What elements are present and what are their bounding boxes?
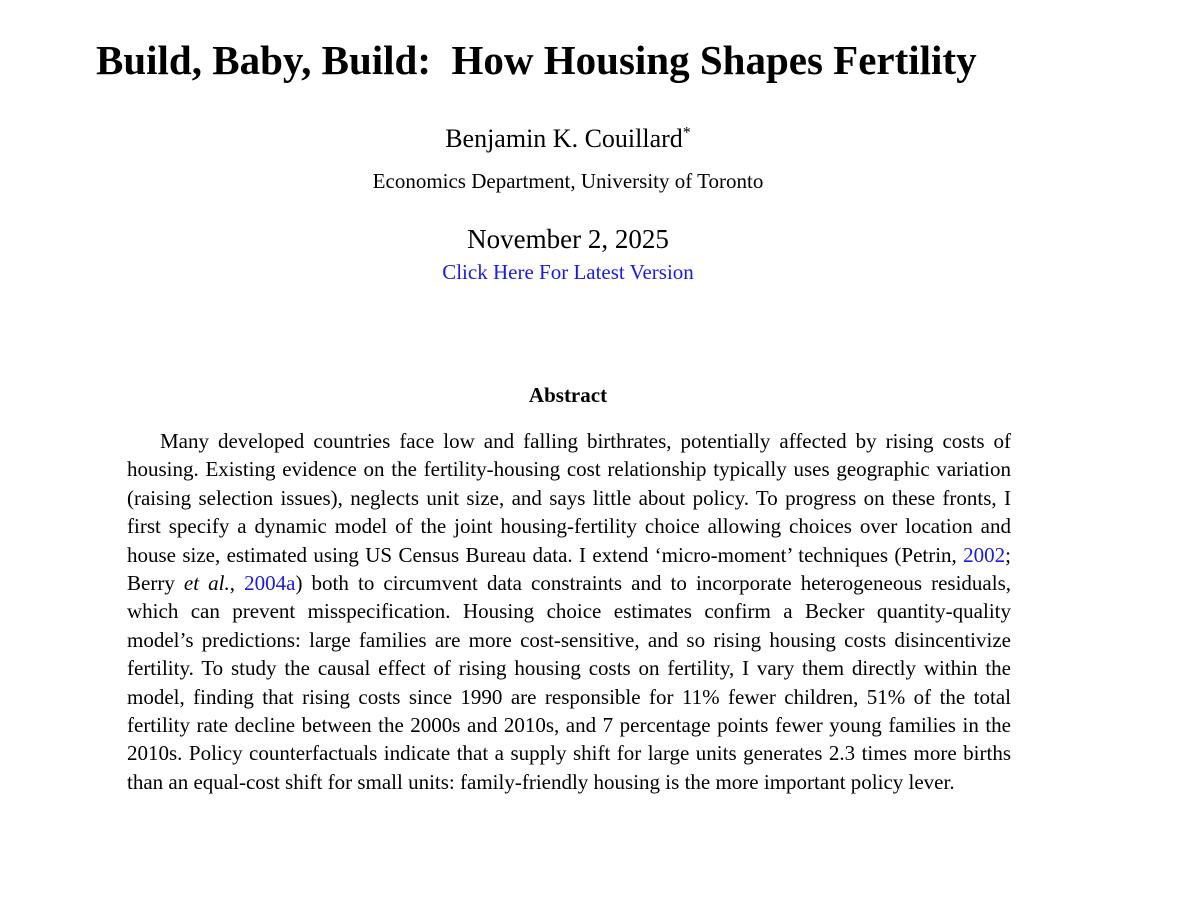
citation-link-petrin-2002[interactable]: 2002 <box>963 542 1006 567</box>
citation-link-berry-2004a[interactable]: 2004a <box>244 571 296 596</box>
author-affiliation: Economics Department, University of Toronto <box>372 169 764 193</box>
abstract-paragraph <box>127 427 1011 796</box>
et-al-italic: et al. <box>183 571 230 596</box>
latest-version-link[interactable]: Click Here For Latest Version <box>442 260 694 284</box>
abstract-text-part-4: ) both to circumvent data constraints and to incorporate heterogeneous residuals, which can prevent misspecification. Housing choice estimates confirm a Becker quantity-quality model’s predictions: large families are more cost-sensitive, and so rising housing costs disincentivize fertility. To study the causal effect of rising housing costs on fertility, I vary them directly within the model, finding that rising costs since 1990 are responsible for 11% fewer children, 51% of the total fertility rate decline between the 2000s and 2010s, and 7 percentage points fewer young families in the 2010s. Policy counterfactuals indicate that a supply shift for large units generates 2.3 times more births than an equal-cost shift for small units: family-friendly housing is the more important policy lever. <box>127 571 1011 794</box>
paper-date: November 2, 2025 <box>467 224 669 254</box>
author-line <box>0 122 1136 156</box>
abstract-heading: Abstract <box>528 383 608 407</box>
abstract-text-part-3: , <box>229 571 245 596</box>
paper-title: Build, Baby, Build: How Housing Shapes Fertility <box>96 37 977 83</box>
abstract-text-part-1: Many developed countries face low and falling birthrates, potentially affected by rising costs of housing. Existing evidence on the fertility-housing cost relationship typically uses geographic variation (raising selection issues), neglects unit size, and says little about policy. To progress on these fronts, I first specify a dynamic model of the joint housing-fertility choice allowing choices over location and house size, estimated using US Census Bureau data. I extend ‘micro-moment’ techniques (Petrin, <box>127 429 1011 567</box>
latest-version-line <box>0 258 1136 286</box>
author-footnote-mark: * <box>682 124 691 142</box>
abstract-text-part-2: ; Berry <box>127 542 1011 596</box>
author-name: Benjamin K. Couillard <box>445 124 683 153</box>
